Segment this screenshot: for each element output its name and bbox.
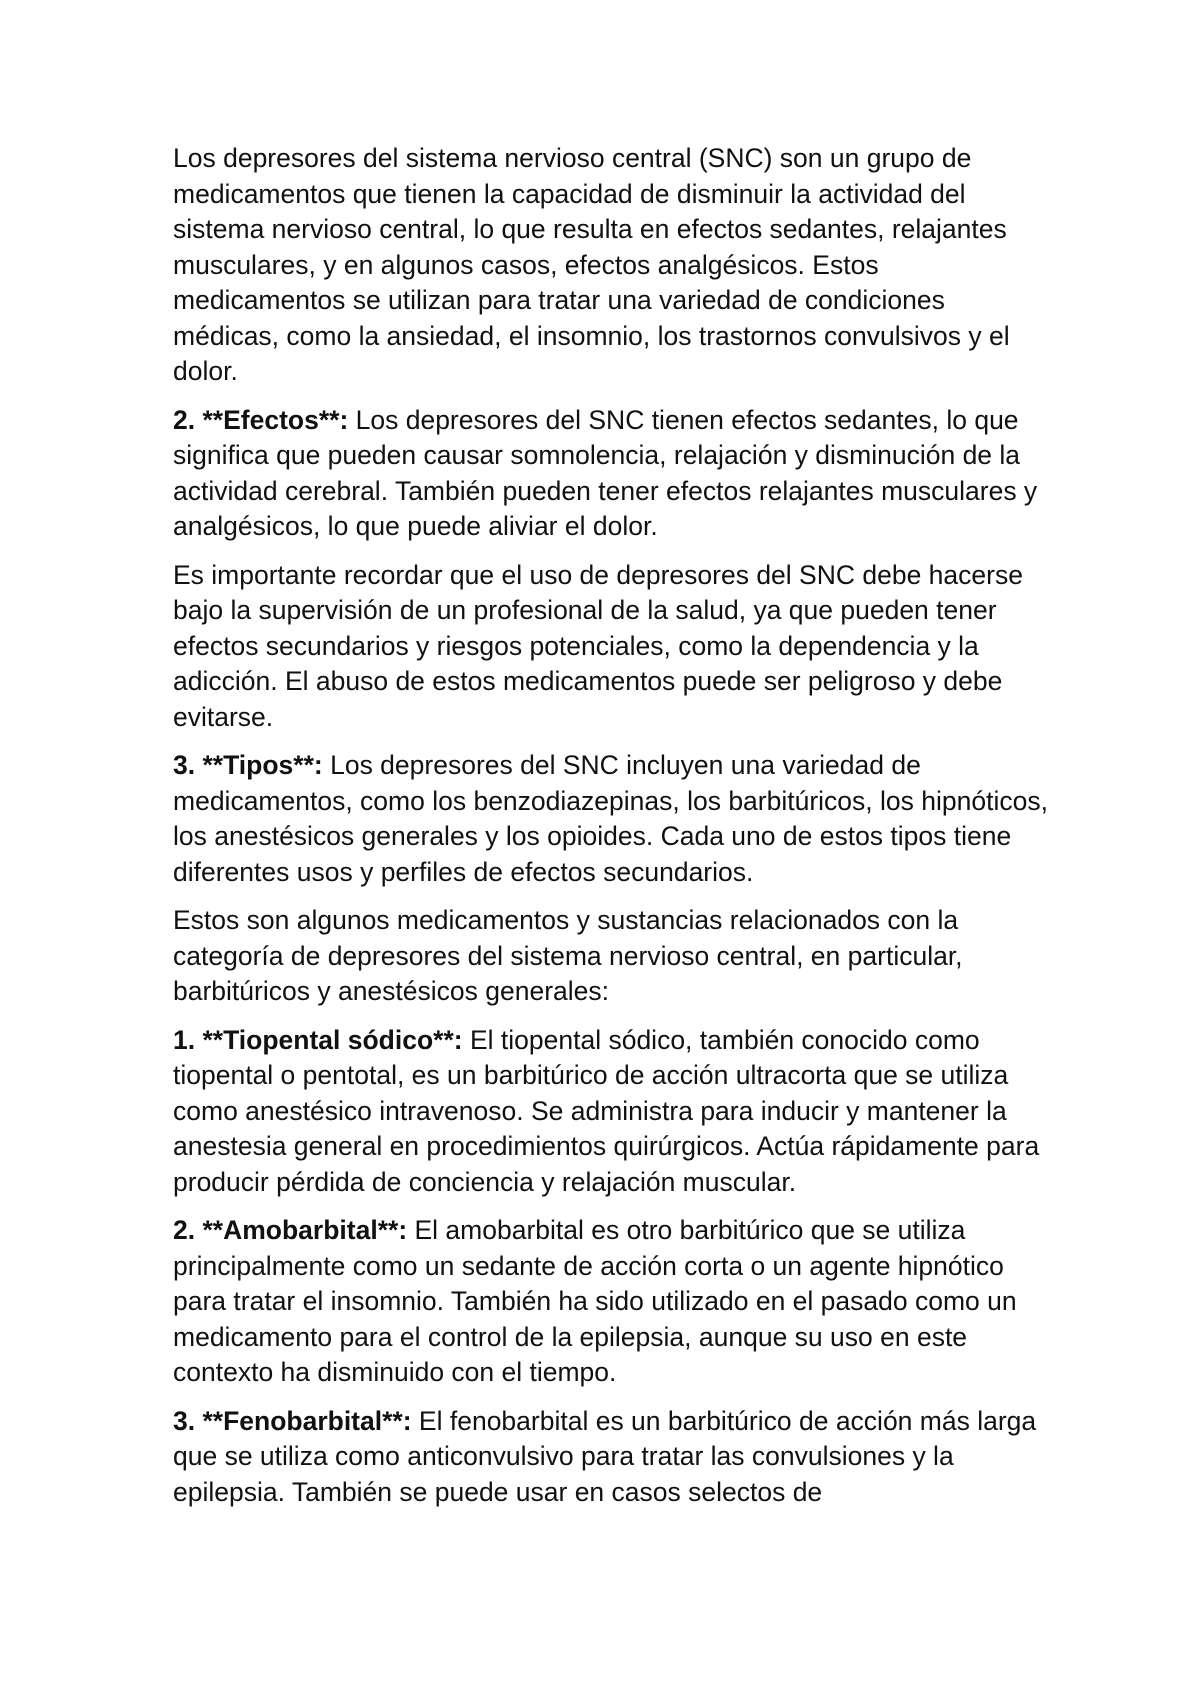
paragraph-intro bbox=[173, 141, 1053, 390]
paragraph-marker: 3. **Tipos**: bbox=[173, 750, 323, 780]
paragraph-text: El fenobarbital es un barbitúrico de acción más larga que se utiliza como anticonvulsivo para tratar las convulsiones y la epilepsia. También se puede usar en casos selectos de bbox=[173, 1405, 1037, 1507]
paragraph-text: Los depresores del sistema nervioso central (SNC) son un grupo de medicamentos que tienen la capacidad de disminuir la actividad del sistema nervioso central, lo que resulta en efectos sedantes, relajantes musculares, y en algunos casos, efectos analgésicos. Estos medicamentos se utilizan para tratar una variedad de condiciones médicas, como la ansiedad, el insomnio, los trastornos convulsivos y el dolor. bbox=[173, 143, 1010, 386]
paragraph-text: El amobarbital es otro barbitúrico que se utiliza principalmente como un sedante de acción corta o un agente hipnótico para tratar el insomnio. También ha sido utilizado en el pasado como un medicamento para el control de la epilepsia, aunque su uso en este contexto ha disminuido con el tiempo. bbox=[173, 1215, 1017, 1387]
paragraph-fenobarbital bbox=[173, 1404, 1053, 1511]
paragraph-tipos bbox=[173, 748, 1053, 890]
paragraph-marker: 2. **Efectos**: bbox=[173, 404, 349, 435]
paragraph-text: Los depresores del SNC tienen efectos sedantes, lo que significa que pueden causar somnolencia, relajación y disminución de la actividad cerebral. También pueden tener efectos relajantes musculares y analgésicos, lo que puede aliviar el dolor. bbox=[173, 404, 1038, 541]
paragraph-text: Los depresores del SNC incluyen una variedad de medicamentos, como los benzodiazepinas, los barbitúricos, los hipnóticos, los anestésicos generales y los opioides. Cada uno de estos tipos tiene diferentes usos y perfiles de efectos secundarios. bbox=[173, 750, 1048, 887]
paragraph-marker: 1. **Tiopental sódico**: bbox=[173, 1024, 463, 1055]
paragraph-efectos bbox=[173, 403, 1053, 545]
paragraph-marker: 3. **Fenobarbital**: bbox=[173, 1405, 412, 1436]
paragraph-amobarbital bbox=[173, 1213, 1053, 1391]
paragraph-text: Es importante recordar que el uso de depresores del SNC debe hacerse bajo la supervisión de un profesional de la salud, ya que pueden tener efectos secundarios y riesgos potenciales, como la dependencia y la adicción. El abuso de estos medicamentos puede ser peligroso y debe evitarse. bbox=[173, 559, 1023, 732]
paragraph-tiopental bbox=[173, 1023, 1053, 1201]
paragraph-text: Estos son algunos medicamentos y sustancias relacionados con la categoría de depresores del sistema nervioso central, en particular, barbitúricos y anestésicos generales: bbox=[173, 905, 963, 1006]
paragraph-categoria bbox=[173, 903, 1053, 1010]
paragraph-text: El tiopental sódico, también conocido como tiopental o pentotal, es un barbitúrico de acción ultracorta que se utiliza como anestésico intravenoso. Se administra para inducir y mantener la anestesia general en procedimientos quirúrgicos. Actúa rápidamente para producir pérdida de conciencia y relajación muscular. bbox=[173, 1024, 1040, 1197]
paragraph-marker: 2. **Amobarbital**: bbox=[173, 1215, 408, 1245]
paragraph-importante bbox=[173, 558, 1053, 736]
document-body bbox=[173, 141, 1053, 1523]
